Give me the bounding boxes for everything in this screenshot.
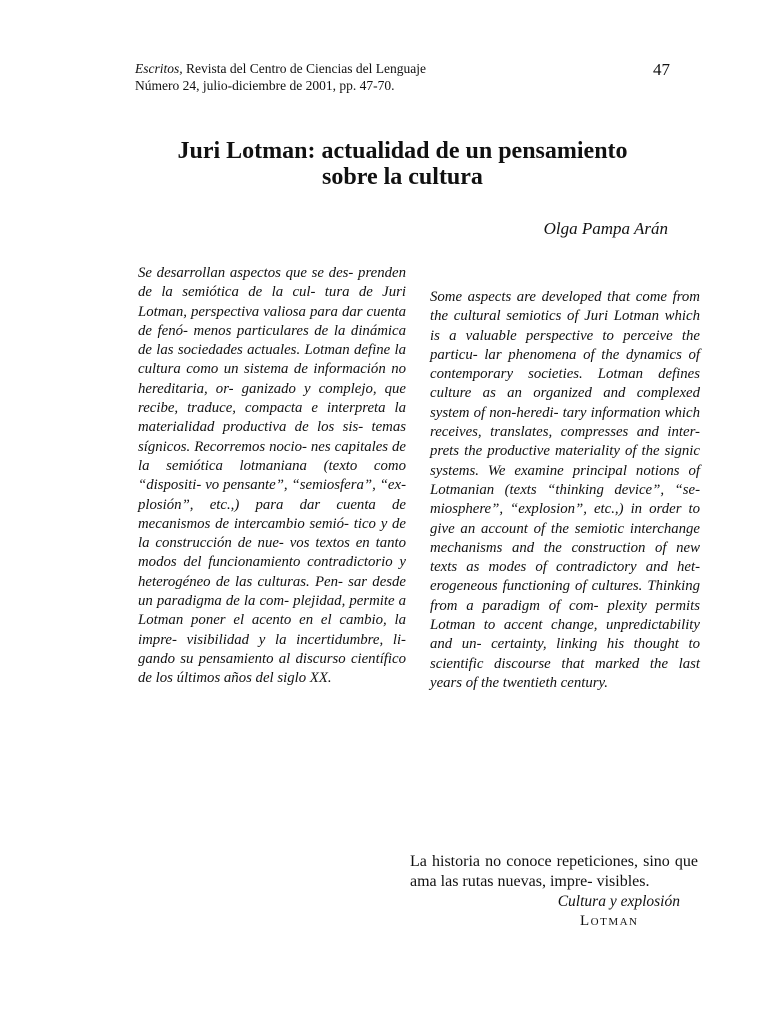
article-title xyxy=(135,138,670,190)
abstract-spanish: Se desarrollan aspectos que se des- prenden de la semiótica de la cul- tura de Juri Lotman, perspectiva valiosa para dar cuenta de fenó- menos particulares de la dinámica de las sociedades actuales. Lotman define la cultura como un sistema de información no hereditaria, or- ganizado y complejo, que recibe, traduce, compacta e interpreta la materialidad productiva de los sis- temas sígnicos. Recorremos nocio- nes capitales de la semiótica lotmaniana (texto como “dispositi- vo pensante”, “semiosfera”, “ex- plosión”, etc.,) para dar cuenta de mecanismos de intercambio semió- tico y de la construcción de nue- vos textos en tanto modos del funcionamiento contradictorio y heterogéneo de las culturas. Pen- sar desde un paradigma de la com- plejidad, permite a Lotman poner el acento en el cambio, la impre- visibilidad y la incertidumbre, li- gando su pensamiento al discurso científico de los últimos años del siglo XX. xyxy=(138,265,406,687)
page-number: 47 xyxy=(653,60,670,79)
header-line-1 xyxy=(135,60,670,77)
abstract-english: Some aspects are developed that come from the cultural semiotics of Juri Lotman which is a valuable perspective to perceive the particu- lar phenomena of the dynamics of contemporary societies. Lotman defines culture as an organized and complexed system of non-heredi- tary information which receives, translates, compresses and inter- prets the productive materiality of the signic systems. We examine principal notions of Lotmanian (texts “thinking device”, “se- miosphere”, “explosion”, etc.,) in order to give an account of the semiotic interchange mechanisms and the construction of new texts as modes of contradictory and het- erogeneous functioning of cultures. Thinking from a paradigm of com- plexity permits Lotman to accent change, unpredictability and un- certainty, linking his thought to scientific discourse that marked the last years of the twentieth century. xyxy=(430,289,700,691)
title-line-1: Juri Lotman: actualidad de un pensamiento xyxy=(177,138,628,164)
issue-info: Número 24, julio-diciembre de 2001, pp. 47-70. xyxy=(135,78,395,93)
title-line-2: sobre la cultura xyxy=(322,164,483,190)
epigraph-quote: La historia no conoce repeticiones, sino que ama las rutas nuevas, impre- visibles. xyxy=(410,853,698,890)
journal-name: Escritos, xyxy=(135,61,183,76)
epigraph xyxy=(410,852,698,930)
journal-subtitle: Revista del Centro de Ciencias del Lenguaje xyxy=(182,61,426,76)
author-name: Olga Pampa Arán xyxy=(543,219,668,238)
epigraph-attribution: Lotman xyxy=(580,913,639,929)
journal-header xyxy=(135,60,670,94)
epigraph-source: Cultura y explosión xyxy=(557,893,680,910)
